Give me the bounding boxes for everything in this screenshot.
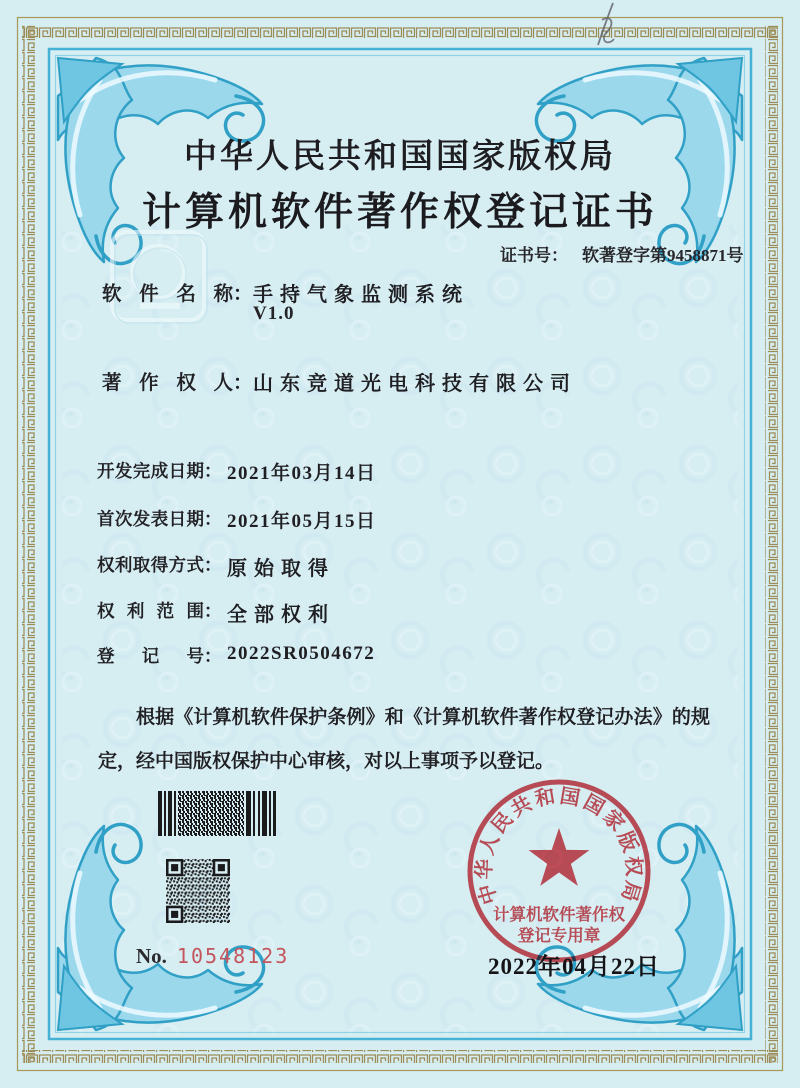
barcode [158,791,276,836]
field-label: 首次发表日期 [97,509,204,529]
field-row-rights-acquisition [97,552,335,580]
field-colon: ： [204,461,222,481]
field-colon: ： [204,509,222,529]
qr-code [166,859,230,923]
certificate-number-value: 软著登字第9458871号 [582,246,744,265]
field-row-copyright-owner [102,367,577,395]
certificate-number-label: 证书号： [500,246,568,265]
field-label: 权利取得方式 [97,555,204,575]
issue-date: 2022年04月22日 [488,954,660,979]
field-row-dev-complete-date [97,458,377,486]
field-row-first-publish-date [97,506,377,534]
field-value: 2021年05月15日 [227,511,377,532]
registration-statement: 根据《计算机软件保护条例》和《计算机软件著作权登记办法》的规定，经中国版权保护中心审核，对以上事项予以登记。 [98,707,710,772]
field-value: 2021年03月14日 [227,463,377,484]
seal-line2: 登记专用章 [517,926,601,945]
field-colon: ： [204,555,222,575]
field-colon: ： [204,646,222,666]
field-label: 著作权人 [102,373,233,394]
field-colon: ： [204,601,222,621]
serial-number: 10548123 [176,944,290,968]
field-value: 全部权利 [227,604,335,626]
field-value: 山东竞道光电科技有限公司 [253,373,577,395]
certificate-number-line [500,241,744,266]
certificate-title: 计算机软件著作权登记证书 [141,191,658,234]
serial-label: No. [136,944,167,968]
field-value: 2022SR0504672 [227,643,376,664]
serial-number-line [136,944,289,969]
field-value: 手持气象监测系统 [253,284,469,306]
official-seal [464,776,654,966]
field-label: 登记号 [97,646,204,666]
seal-ring-text: 中华人民共和国国家版权局 [473,785,645,907]
authority-name: 中华人民共和国国家版权局 [184,139,616,175]
software-version: V1.0 [253,303,295,324]
seal-star [529,828,590,886]
seal-line1: 计算机软件著作权 [493,905,625,924]
field-label: 权利范围 [97,601,204,621]
field-label: 开发完成日期 [97,461,204,481]
field-colon: ： [233,373,253,394]
field-row-software-name [102,278,469,306]
field-colon: ： [233,284,253,305]
field-value: 原始取得 [227,558,335,580]
pen-mark [598,3,614,45]
field-row-registration-number [97,643,376,671]
field-label: 软件名称 [102,284,233,305]
field-row-rights-scope [97,598,335,626]
